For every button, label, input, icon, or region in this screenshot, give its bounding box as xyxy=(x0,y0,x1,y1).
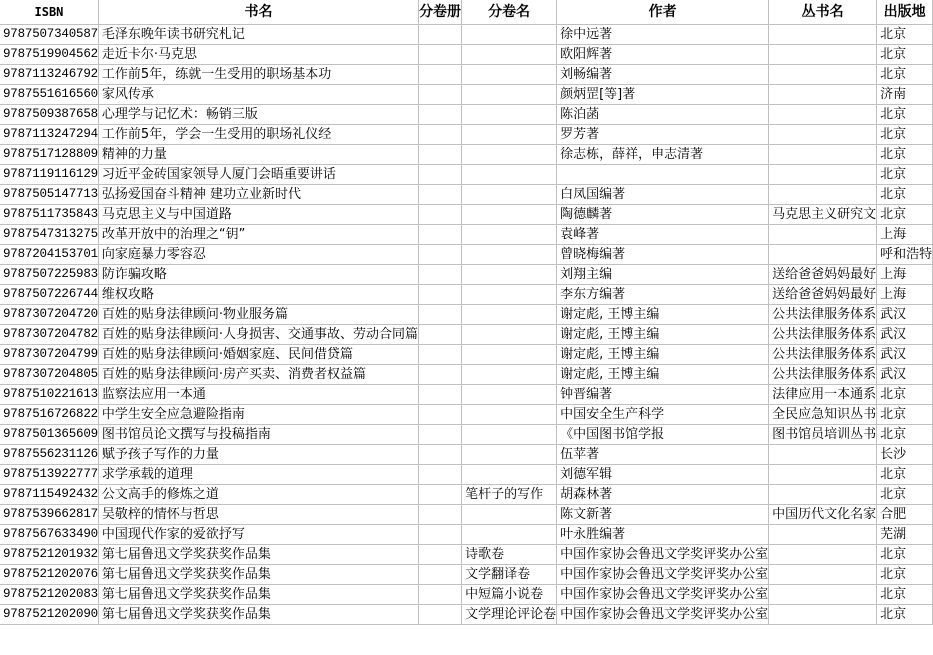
cell-series[interactable]: 公共法律服务体系 xyxy=(769,325,877,345)
cell-isbn[interactable]: 9787507226744 xyxy=(0,285,98,305)
cell-volume-name[interactable] xyxy=(462,105,557,125)
header-volume[interactable]: 分卷册 xyxy=(419,0,462,25)
cell-place[interactable]: 长沙 xyxy=(877,445,933,465)
cell-title[interactable]: 公文高手的修炼之道 xyxy=(98,485,418,505)
cell-series[interactable] xyxy=(769,125,877,145)
table-row xyxy=(0,405,933,425)
header-isbn[interactable]: ISBN xyxy=(0,0,98,25)
cell-isbn[interactable]: 9787204153701 xyxy=(0,245,98,265)
cell-volume-name[interactable] xyxy=(462,285,557,305)
cell-title[interactable]: 第七届鲁迅文学奖获奖作品集 xyxy=(98,545,418,565)
cell-isbn[interactable]: 9787119116129 xyxy=(0,165,98,185)
cell-isbn[interactable]: 9787517128809 xyxy=(0,145,98,165)
cell-series[interactable] xyxy=(769,25,877,45)
cell-series[interactable] xyxy=(769,245,877,265)
cell-author[interactable]: 徐志栋，薛祥，申志清著 xyxy=(557,145,769,165)
cell-volume[interactable] xyxy=(419,165,462,185)
cell-volume-name[interactable] xyxy=(462,365,557,385)
table-row xyxy=(0,565,933,585)
cell-place[interactable]: 芜湖 xyxy=(877,525,933,545)
cell-isbn[interactable]: 9787307204720 xyxy=(0,305,98,325)
table-row xyxy=(0,325,933,345)
cell-author[interactable]: 谢定彪, 王博主编 xyxy=(557,305,769,325)
cell-place[interactable]: 北京 xyxy=(877,125,933,145)
cell-series[interactable]: 全民应急知识丛书 xyxy=(769,405,877,425)
cell-place[interactable]: 北京 xyxy=(877,565,933,585)
cell-place[interactable]: 北京 xyxy=(877,25,933,45)
cell-author[interactable]: 谢定彪, 王博主编 xyxy=(557,365,769,385)
cell-place[interactable]: 北京 xyxy=(877,465,933,485)
cell-volume[interactable] xyxy=(419,205,462,225)
table-row xyxy=(0,365,933,385)
cell-title[interactable]: 第七届鲁迅文学奖获奖作品集 xyxy=(98,605,418,625)
cell-series[interactable] xyxy=(769,545,877,565)
cell-title[interactable]: 心理学与记忆术：畅销三版 xyxy=(98,105,418,125)
table-row xyxy=(0,25,933,45)
cell-title[interactable]: 走近卡尔·马克思 xyxy=(98,45,418,65)
cell-volume-name[interactable] xyxy=(462,85,557,105)
cell-isbn[interactable]: 9787521202083 xyxy=(0,585,98,605)
cell-place[interactable]: 北京 xyxy=(877,605,933,625)
table-row xyxy=(0,85,933,105)
cell-series[interactable]: 公共法律服务体系 xyxy=(769,305,877,325)
cell-series[interactable] xyxy=(769,525,877,545)
cell-place[interactable]: 北京 xyxy=(877,485,933,505)
cell-author[interactable]: 曾晓梅编著 xyxy=(557,245,769,265)
header-series[interactable]: 丛书名 xyxy=(769,0,877,25)
cell-isbn[interactable]: 9787521202090 xyxy=(0,605,98,625)
table-row xyxy=(0,165,933,185)
cell-volume[interactable] xyxy=(419,405,462,425)
cell-author[interactable]: 陈文新著 xyxy=(557,505,769,525)
cell-volume[interactable] xyxy=(419,45,462,65)
cell-isbn[interactable]: 9787567633490 xyxy=(0,525,98,545)
cell-place[interactable]: 上海 xyxy=(877,225,933,245)
cell-author[interactable]: 陶德麟著 xyxy=(557,205,769,225)
table-row xyxy=(0,545,933,565)
cell-author[interactable]: 《中国图书馆学报 xyxy=(557,425,769,445)
cell-volume-name[interactable]: 中短篇小说卷 xyxy=(462,585,557,605)
table-row xyxy=(0,245,933,265)
cell-series[interactable] xyxy=(769,465,877,485)
cell-volume[interactable] xyxy=(419,325,462,345)
cell-isbn[interactable]: 9787307204805 xyxy=(0,365,98,385)
cell-isbn[interactable]: 9787513922777 xyxy=(0,465,98,485)
cell-title[interactable]: 百姓的贴身法律顾问·物业服务篇 xyxy=(98,305,418,325)
cell-isbn[interactable]: 9787551616560 xyxy=(0,85,98,105)
cell-author[interactable]: 叶永胜编著 xyxy=(557,525,769,545)
cell-volume-name[interactable] xyxy=(462,305,557,325)
cell-series[interactable] xyxy=(769,85,877,105)
cell-author[interactable]: 谢定彪, 王博主编 xyxy=(557,325,769,345)
cell-title[interactable]: 防诈骗攻略 xyxy=(98,265,418,285)
cell-place[interactable]: 武汉 xyxy=(877,365,933,385)
table-row xyxy=(0,445,933,465)
cell-title[interactable]: 向家庭暴力零容忍 xyxy=(98,245,418,265)
cell-series[interactable]: 中国历代文化名家 xyxy=(769,505,877,525)
cell-author[interactable]: 中国作家协会鲁迅文学奖评奖办公室 xyxy=(557,565,769,585)
cell-author[interactable]: 刘翔主编 xyxy=(557,265,769,285)
cell-isbn[interactable]: 9787507340587 xyxy=(0,25,98,45)
header-author[interactable]: 作者 xyxy=(557,0,769,25)
cell-series[interactable]: 送给爸爸妈妈最好 xyxy=(769,265,877,285)
cell-place[interactable]: 北京 xyxy=(877,425,933,445)
table-row xyxy=(0,145,933,165)
cell-place[interactable]: 武汉 xyxy=(877,345,933,365)
cell-volume-name[interactable] xyxy=(462,265,557,285)
cell-volume-name[interactable] xyxy=(462,25,557,45)
cell-volume[interactable] xyxy=(419,185,462,205)
cell-title[interactable]: 改革开放中的治理之“钥” xyxy=(98,225,418,245)
cell-volume[interactable] xyxy=(419,485,462,505)
cell-title[interactable]: 弘扬爱国奋斗精神 建功立业新时代 xyxy=(98,185,418,205)
cell-title[interactable]: 求学承载的道理 xyxy=(98,465,418,485)
cell-volume[interactable] xyxy=(419,265,462,285)
table-row xyxy=(0,425,933,445)
cell-place[interactable]: 北京 xyxy=(877,165,933,185)
cell-isbn[interactable]: 9787509387658 xyxy=(0,105,98,125)
cell-author[interactable]: 胡森林著 xyxy=(557,485,769,505)
cell-series[interactable] xyxy=(769,445,877,465)
cell-volume-name[interactable] xyxy=(462,345,557,365)
cell-title[interactable]: 百姓的贴身法律顾问·人身损害、交通事故、劳动合同篇 xyxy=(98,325,418,345)
cell-place[interactable]: 合肥 xyxy=(877,505,933,525)
header-volume-name[interactable]: 分卷名 xyxy=(462,0,557,25)
table-row xyxy=(0,285,933,305)
cell-title[interactable]: 中学生安全应急避险指南 xyxy=(98,405,418,425)
cell-volume[interactable] xyxy=(419,245,462,265)
cell-author[interactable]: 袁峰著 xyxy=(557,225,769,245)
cell-isbn[interactable]: 9787547313275 xyxy=(0,225,98,245)
cell-author[interactable]: 徐中远著 xyxy=(557,25,769,45)
cell-isbn[interactable]: 9787307204799 xyxy=(0,345,98,365)
cell-isbn[interactable]: 9787501365609 xyxy=(0,425,98,445)
cell-series[interactable]: 马克思主义研究文 xyxy=(769,205,877,225)
cell-title[interactable]: 习近平金砖国家领导人厦门会晤重要讲话 xyxy=(98,165,418,185)
table-row xyxy=(0,105,933,125)
cell-volume[interactable] xyxy=(419,425,462,445)
cell-volume[interactable] xyxy=(419,465,462,485)
cell-place[interactable]: 北京 xyxy=(877,45,933,65)
table-row xyxy=(0,385,933,405)
table-row xyxy=(0,465,933,485)
cell-series[interactable] xyxy=(769,585,877,605)
cell-volume-name[interactable] xyxy=(462,505,557,525)
cell-volume[interactable] xyxy=(419,225,462,245)
header-place[interactable]: 出版地 xyxy=(877,0,933,25)
cell-title[interactable]: 第七届鲁迅文学奖获奖作品集 xyxy=(98,565,418,585)
cell-isbn[interactable]: 9787113247294 xyxy=(0,125,98,145)
cell-volume-name[interactable] xyxy=(462,45,557,65)
table-row xyxy=(0,525,933,545)
cell-series[interactable]: 送给爸爸妈妈最好 xyxy=(769,285,877,305)
table-row xyxy=(0,265,933,285)
cell-volume-name[interactable] xyxy=(462,185,557,205)
cell-isbn[interactable]: 9787507225983 xyxy=(0,265,98,285)
cell-series[interactable] xyxy=(769,225,877,245)
cell-volume[interactable] xyxy=(419,585,462,605)
cell-author[interactable]: 李东方编著 xyxy=(557,285,769,305)
cell-place[interactable]: 上海 xyxy=(877,285,933,305)
cell-isbn[interactable]: 9787113246792 xyxy=(0,65,98,85)
cell-place[interactable]: 北京 xyxy=(877,385,933,405)
cell-author[interactable]: 中国安全生产科学 xyxy=(557,405,769,425)
table-row xyxy=(0,125,933,145)
cell-series[interactable] xyxy=(769,105,877,125)
cell-place[interactable]: 上海 xyxy=(877,265,933,285)
cell-title[interactable]: 维权攻略 xyxy=(98,285,418,305)
cell-author[interactable]: 钟晋编著 xyxy=(557,385,769,405)
cell-place[interactable]: 武汉 xyxy=(877,325,933,345)
cell-title[interactable]: 毛泽东晚年读书研究札记 xyxy=(98,25,418,45)
cell-volume-name[interactable]: 诗歌卷 xyxy=(462,545,557,565)
cell-author[interactable]: 欧阳辉著 xyxy=(557,45,769,65)
cell-isbn[interactable]: 9787115492432 xyxy=(0,485,98,505)
table-row xyxy=(0,345,933,365)
cell-volume-name[interactable] xyxy=(462,425,557,445)
cell-series[interactable] xyxy=(769,65,877,85)
cell-isbn[interactable]: 9787539662817 xyxy=(0,505,98,525)
cell-volume[interactable] xyxy=(419,285,462,305)
cell-volume-name[interactable] xyxy=(462,465,557,485)
cell-series[interactable]: 法律应用一本通系 xyxy=(769,385,877,405)
cell-place[interactable]: 北京 xyxy=(877,105,933,125)
cell-author[interactable]: 罗芳著 xyxy=(557,125,769,145)
cell-place[interactable]: 武汉 xyxy=(877,305,933,325)
cell-series[interactable] xyxy=(769,165,877,185)
table-row xyxy=(0,485,933,505)
table-row xyxy=(0,65,933,85)
cell-title[interactable]: 百姓的贴身法律顾问·婚姻家庭、民间借贷篇 xyxy=(98,345,418,365)
cell-volume[interactable] xyxy=(419,145,462,165)
cell-volume-name[interactable] xyxy=(462,325,557,345)
cell-place[interactable]: 北京 xyxy=(877,185,933,205)
cell-series[interactable]: 公共法律服务体系 xyxy=(769,345,877,365)
cell-author[interactable] xyxy=(557,165,769,185)
cell-series[interactable] xyxy=(769,605,877,625)
cell-series[interactable] xyxy=(769,45,877,65)
cell-isbn[interactable]: 9787505147713 xyxy=(0,185,98,205)
cell-title[interactable]: 家风传承 xyxy=(98,85,418,105)
cell-author[interactable]: 中国作家协会鲁迅文学奖评奖办公室 xyxy=(557,585,769,605)
cell-volume-name[interactable] xyxy=(462,145,557,165)
cell-volume[interactable] xyxy=(419,525,462,545)
cell-place[interactable]: 北京 xyxy=(877,545,933,565)
cell-series[interactable] xyxy=(769,565,877,585)
table-row xyxy=(0,225,933,245)
cell-volume-name[interactable]: 文学翻译卷 xyxy=(462,565,557,585)
table-row xyxy=(0,305,933,325)
cell-title[interactable]: 监察法应用一本通 xyxy=(98,385,418,405)
cell-isbn[interactable]: 9787519904562 xyxy=(0,45,98,65)
cell-volume-name[interactable]: 笔杆子的写作 xyxy=(462,485,557,505)
table-row xyxy=(0,185,933,205)
cell-volume[interactable] xyxy=(419,345,462,365)
cell-author[interactable]: 中国作家协会鲁迅文学奖评奖办公室 xyxy=(557,545,769,565)
cell-author[interactable]: 陈泊菡 xyxy=(557,105,769,125)
cell-title[interactable]: 第七届鲁迅文学奖获奖作品集 xyxy=(98,585,418,605)
cell-series[interactable]: 公共法律服务体系 xyxy=(769,365,877,385)
cell-volume-name[interactable] xyxy=(462,165,557,185)
cell-isbn[interactable]: 9787556231126 xyxy=(0,445,98,465)
cell-volume[interactable] xyxy=(419,105,462,125)
cell-volume[interactable] xyxy=(419,445,462,465)
table-row xyxy=(0,585,933,605)
cell-series[interactable] xyxy=(769,145,877,165)
cell-title[interactable]: 工作前5年，练就一生受用的职场基本功 xyxy=(98,65,418,85)
cell-series[interactable] xyxy=(769,185,877,205)
cell-volume[interactable] xyxy=(419,85,462,105)
cell-title[interactable]: 百姓的贴身法律顾问·房产买卖、消费者权益篇 xyxy=(98,365,418,385)
cell-volume[interactable] xyxy=(419,385,462,405)
cell-volume-name[interactable] xyxy=(462,125,557,145)
cell-volume-name[interactable] xyxy=(462,245,557,265)
cell-title[interactable]: 赋予孩子写作的力量 xyxy=(98,445,418,465)
cell-volume[interactable] xyxy=(419,65,462,85)
cell-volume-name[interactable] xyxy=(462,205,557,225)
cell-volume[interactable] xyxy=(419,305,462,325)
cell-author[interactable]: 颜炳罡[等]著 xyxy=(557,85,769,105)
cell-volume[interactable] xyxy=(419,545,462,565)
header-title[interactable]: 书名 xyxy=(98,0,418,25)
cell-title[interactable]: 精神的力量 xyxy=(98,145,418,165)
table-row xyxy=(0,505,933,525)
cell-volume-name[interactable]: 文学理论评论卷 xyxy=(462,605,557,625)
cell-series[interactable]: 图书馆员培训丛书 xyxy=(769,425,877,445)
cell-volume-name[interactable] xyxy=(462,405,557,425)
cell-place[interactable]: 北京 xyxy=(877,205,933,225)
cell-volume-name[interactable] xyxy=(462,525,557,545)
cell-volume[interactable] xyxy=(419,25,462,45)
cell-volume[interactable] xyxy=(419,125,462,145)
cell-author[interactable]: 刘德军辑 xyxy=(557,465,769,485)
cell-place[interactable]: 北京 xyxy=(877,585,933,605)
cell-title[interactable]: 马克思主义与中国道路 xyxy=(98,205,418,225)
cell-title[interactable]: 工作前5年，学会一生受用的职场礼仪经 xyxy=(98,125,418,145)
cell-volume-name[interactable] xyxy=(462,385,557,405)
cell-series[interactable] xyxy=(769,485,877,505)
cell-isbn[interactable]: 9787511735843 xyxy=(0,205,98,225)
cell-volume[interactable] xyxy=(419,365,462,385)
table-row xyxy=(0,205,933,225)
cell-title[interactable]: 中国现代作家的爱欲抒写 xyxy=(98,525,418,545)
cell-isbn[interactable]: 9787516726822 xyxy=(0,405,98,425)
cell-author[interactable]: 谢定彪, 王博主编 xyxy=(557,345,769,365)
cell-title[interactable]: 图书馆员论文撰写与投稿指南 xyxy=(98,425,418,445)
table-row xyxy=(0,605,933,625)
cell-volume-name[interactable] xyxy=(462,225,557,245)
cell-volume[interactable] xyxy=(419,565,462,585)
cell-isbn[interactable]: 9787510221613 xyxy=(0,385,98,405)
cell-volume[interactable] xyxy=(419,605,462,625)
header-row xyxy=(0,0,933,25)
cell-volume-name[interactable] xyxy=(462,65,557,85)
cell-isbn[interactable]: 9787521202076 xyxy=(0,565,98,585)
cell-isbn[interactable]: 9787521201932 xyxy=(0,545,98,565)
cell-place[interactable]: 呼和浩特 xyxy=(877,245,933,265)
cell-author[interactable]: 刘畅编著 xyxy=(557,65,769,85)
cell-title[interactable]: 吴敬梓的情怀与哲思 xyxy=(98,505,418,525)
cell-isbn[interactable]: 9787307204782 xyxy=(0,325,98,345)
cell-author[interactable]: 中国作家协会鲁迅文学奖评奖办公室 xyxy=(557,605,769,625)
cell-place[interactable]: 北京 xyxy=(877,145,933,165)
table-row xyxy=(0,45,933,65)
cell-place[interactable]: 北京 xyxy=(877,405,933,425)
cell-author[interactable]: 白凤国编著 xyxy=(557,185,769,205)
cell-place[interactable]: 北京 xyxy=(877,65,933,85)
cell-volume-name[interactable] xyxy=(462,445,557,465)
cell-place[interactable]: 济南 xyxy=(877,85,933,105)
cell-volume[interactable] xyxy=(419,505,462,525)
cell-author[interactable]: 伍苹著 xyxy=(557,445,769,465)
